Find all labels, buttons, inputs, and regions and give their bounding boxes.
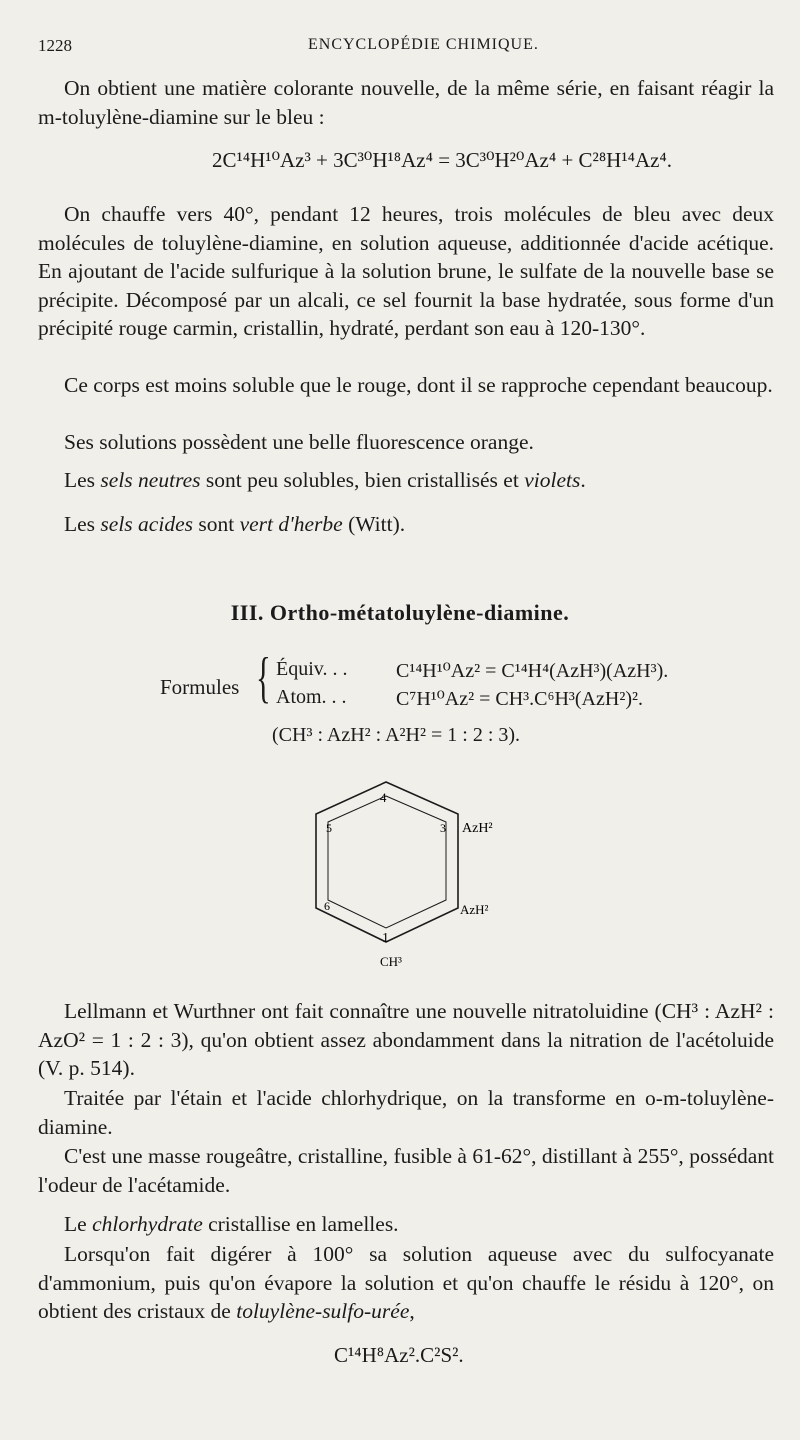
paragraph-chlorhydrate: Le chlorhydrate cristallise en lamelles. xyxy=(64,1212,399,1236)
position-5-label: 5 xyxy=(326,821,332,835)
substituent-methyl-1: CH³ xyxy=(380,954,402,969)
paragraph-procedure: On chauffe vers 40°, pendant 12 heures, trois molécules de bleu avec deux molécules de toluylène-diamine, en solution aqueuse, additionnée d'acide acétique. En ajoutant de l'acide sulfurique à la solution brune, le sulfate de la nouvelle base se précipite. Décomposé par un alcali, ce sel fournit la base hydratée, sous forme d'un précipité rouge carmin, cristallin, hydraté, perdant son eau à 120-130°. xyxy=(38,202,774,340)
equation-reaction: 2C¹⁴H¹⁰Az³ + 3C³⁰H¹⁸Az⁴ = 3C³⁰H²⁰Az⁴ + C²⁸H¹⁴Az⁴. xyxy=(212,148,673,172)
position-1-label: 1 xyxy=(382,931,389,946)
paragraph-acid-salts: Les sels acides sont vert d'herbe (Witt). xyxy=(64,512,406,536)
paragraph-nitratoluidine: Lellmann et Wurthner ont fait connaître une nouvelle nitratoluidine (CH³ : AzH² : AzO² = 1 : 2 : 3), qu'on obtient assez abondamment dans la nitration de l'acétoluide (V. p. 514). xyxy=(38,999,774,1080)
formulas-brace: { xyxy=(256,647,271,709)
paragraph-intro: On obtient une matière colorante nouvelle, de la même série, en faisant réagir la m-toluylène-diamine sur le bleu : xyxy=(38,76,774,129)
substituent-amine-3: AzH² xyxy=(462,821,493,836)
atom-formula: C⁷H¹⁰Az² = CH³.C⁶H³(AzH²)². xyxy=(396,688,643,710)
paragraph-reduction: Traitée par l'étain et l'acide chlorhydrique, on la transforme en o-m-toluylène-diamine. xyxy=(38,1086,774,1139)
substituent-ratio: (CH³ : AzH² : A²H² = 1 : 2 : 3). xyxy=(272,724,521,746)
ring-outer-hexagon xyxy=(316,782,458,942)
running-title: ENCYCLOPÉDIE CHIMIQUE. xyxy=(308,36,539,53)
substituent-amine-2: AzH² xyxy=(460,902,489,917)
position-4-label: 4 xyxy=(380,790,387,805)
equation-sulfo-uree: C¹⁴H⁸Az².C²S². xyxy=(334,1343,464,1367)
atom-label: Atom. . . xyxy=(276,686,347,708)
page-header xyxy=(38,36,770,62)
benzene-ring-diagram xyxy=(300,770,560,980)
formulas-label: Formules xyxy=(160,675,240,699)
equiv-formula: C¹⁴H¹⁰Az² = C¹⁴H⁴(AzH³)(AzH³). xyxy=(396,660,669,682)
position-6-label: 6 xyxy=(324,899,330,913)
page-number: 1228 xyxy=(38,36,72,55)
paragraph-solubility: Ce corps est moins soluble que le rouge, dont il se rapproche cependant beaucoup. xyxy=(64,373,773,397)
equiv-label: Équiv. . . xyxy=(276,658,348,680)
paragraph-properties: C'est une masse rougeâtre, cristalline, fusible à 61-62°, distillant à 255°, possédant l'odeur de l'acétamide. xyxy=(38,1144,774,1197)
section-heading: III. Ortho-métatoluylène-diamine. xyxy=(230,600,570,625)
paragraph-sulfocyanate: Lorsqu'on fait digérer à 100° sa solution aqueuse avec du sulfocyanate d'ammonium, puis qu'on évapore la solution et qu'on chauffe le résidu à 120°, on obtient des cristaux de toluylène-sulfo-urée, xyxy=(38,1242,774,1323)
position-3-label: 3 xyxy=(440,821,446,835)
paragraph-neutral-salts: Les sels neutres sont peu solubles, bien cristallisés et violets. xyxy=(64,468,586,492)
paragraph-fluorescence: Ses solutions possèdent une belle fluorescence orange. xyxy=(64,430,534,454)
ring-inner-hexagon xyxy=(328,796,446,928)
